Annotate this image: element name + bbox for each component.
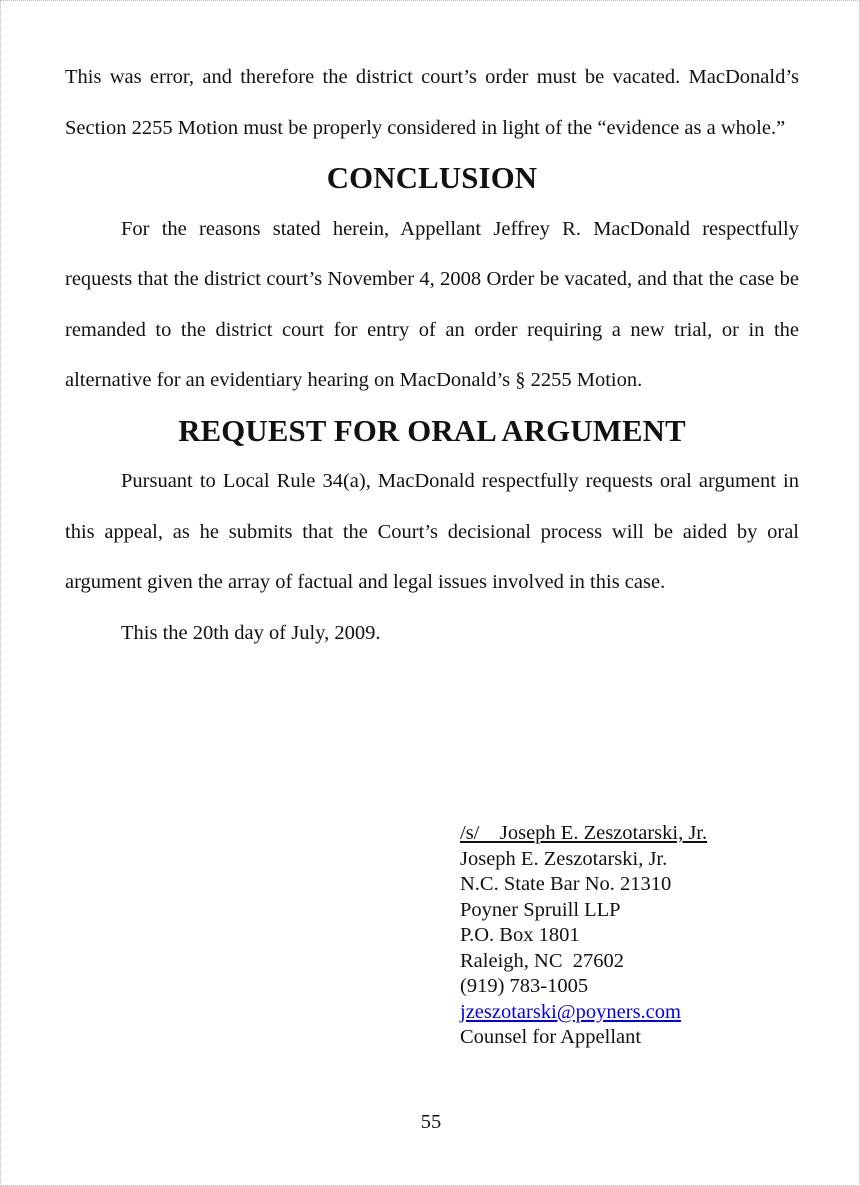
city-state-zip: Raleigh, NC 27602 <box>460 949 624 972</box>
date-line: This the 20th day of July, 2009. <box>121 621 381 644</box>
conclusion-paragraph: For the reasons stated herein, Appellant Jeffrey R. MacDonald respectfully requests that the district court’s November 4, 2008 Order be vacated, and that the case be remanded to the district court for entry of an order requiring a new trial, or in the alternative for an evidentiary hearing on MacDonald’s § 2255 Motion. <box>65 217 799 391</box>
po-box: P.O. Box 1801 <box>460 924 580 946</box>
bar-number: N.C. State Bar No. 21310 <box>460 873 672 895</box>
email-link[interactable]: jzeszotarski@poyners.com <box>460 1000 681 1023</box>
electronic-signature: /s/ Joseph E. Zeszotarski, Jr. <box>460 822 708 844</box>
firm-name: Poyner Spruill LLP <box>460 898 621 921</box>
opening-paragraph: This was error, and therefore the district court’s order must be vacated. MacDonald’s Section 2255 Motion must be properly considered in light of the “evidence as a whole.” <box>65 66 799 139</box>
oral-argument-heading: REQUEST FOR ORAL ARGUMENT <box>178 413 686 448</box>
page-number: 55 <box>420 1111 442 1133</box>
counsel-role: Counsel for Appellant <box>460 1026 642 1048</box>
phone-number: (919) 783-1005 <box>460 975 589 997</box>
signature-block <box>460 821 707 1051</box>
oral-argument-paragraph: Pursuant to Local Rule 34(a), MacDonald respectfully requests oral argument in this appeal, as he submits that the Court’s decisional process will be aided by oral argument given the array of factual and legal issues involved in this case. <box>65 470 799 593</box>
conclusion-heading: CONCLUSION <box>326 161 538 195</box>
body-text <box>65 52 799 658</box>
signer-name: Joseph E. Zeszotarski, Jr. <box>460 847 668 870</box>
